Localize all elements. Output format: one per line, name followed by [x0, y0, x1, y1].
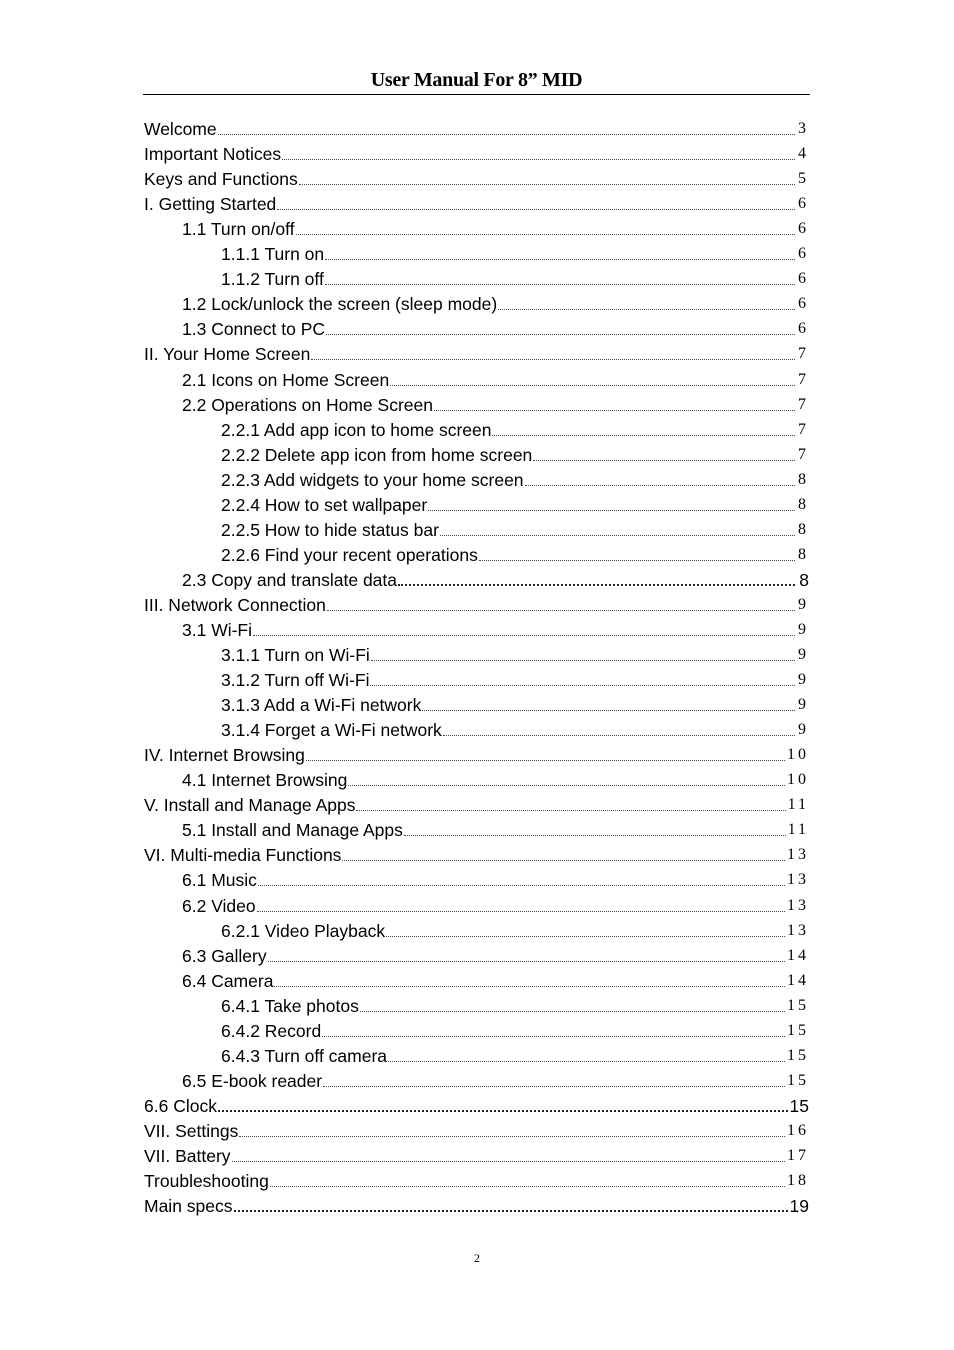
- toc-entry-title: 5.1 Install and Manage Apps: [182, 820, 403, 841]
- dot-leader: [360, 1010, 785, 1012]
- toc-entry[interactable]: [144, 365, 809, 390]
- toc-entry[interactable]: [144, 1117, 809, 1142]
- dot-leader: [218, 133, 795, 135]
- toc-entry[interactable]: [144, 1067, 809, 1092]
- dot-leader: [239, 1135, 785, 1137]
- toc-entry-title: Welcome: [144, 119, 217, 140]
- dot-leader: [440, 534, 795, 536]
- toc-entry-title: Keys and Functions: [144, 169, 298, 190]
- toc-entry[interactable]: [144, 466, 809, 491]
- toc-entry-title: 2.2.3 Add widgets to your home screen: [221, 469, 524, 490]
- toc-entry-page: 15: [787, 996, 809, 1014]
- toc-entry-page: 9: [798, 595, 809, 613]
- toc-entry-page: 17: [787, 1146, 809, 1164]
- toc-entry-title: 6.2.1 Video Playback: [221, 920, 386, 941]
- toc-entry-page: 14: [787, 971, 809, 989]
- toc-entry-page: 19: [789, 1196, 809, 1217]
- toc-entry[interactable]: [144, 215, 809, 240]
- toc-entry[interactable]: [144, 140, 809, 165]
- toc-entry[interactable]: [144, 992, 809, 1017]
- toc-entry-title: 2.1 Icons on Home Screen: [182, 369, 390, 390]
- toc-entry-title: 1.1 Turn on/off: [182, 219, 295, 240]
- dot-leader: [277, 208, 795, 210]
- dot-leader: [299, 183, 795, 185]
- toc-entry-page: 9: [798, 721, 809, 739]
- toc-entry-title: 2.2.2 Delete app icon from home screen: [221, 444, 533, 465]
- toc-entry[interactable]: [144, 967, 809, 992]
- document-title: User Manual For 8” MID: [370, 69, 583, 91]
- dot-leader: [270, 1185, 785, 1187]
- dot-leader: [311, 358, 795, 360]
- toc-entry[interactable]: [144, 340, 809, 365]
- toc-entry-page: 7: [798, 345, 809, 363]
- toc-entry[interactable]: [144, 391, 809, 416]
- toc-entry[interactable]: [144, 566, 809, 591]
- toc-entry[interactable]: [144, 766, 809, 791]
- toc-entry-page: 8: [798, 495, 809, 513]
- toc-entry-page: 9: [798, 671, 809, 689]
- toc-entry-page: 6: [798, 195, 809, 213]
- toc-entry-page: 6: [798, 220, 809, 238]
- toc-entry[interactable]: [144, 1092, 809, 1117]
- toc-entry[interactable]: [144, 491, 809, 516]
- toc-entry-page: 7: [798, 370, 809, 388]
- toc-entry-page: 15: [787, 1071, 809, 1089]
- dot-leader: [492, 434, 795, 436]
- toc-entry-page: 9: [798, 646, 809, 664]
- toc-entry-page: 6: [798, 320, 809, 338]
- toc-entry-title: 2.2.5 How to hide status bar: [221, 519, 439, 540]
- toc-entry[interactable]: [144, 115, 809, 140]
- toc-entry-page: 5: [798, 170, 809, 188]
- dot-leader: [268, 960, 785, 962]
- toc-entry-title: IV. Internet Browsing: [144, 745, 305, 766]
- dot-leader: [404, 834, 786, 836]
- toc-entry-title: 6.6 Clock: [144, 1095, 217, 1116]
- dot-leader: [342, 859, 785, 861]
- toc-entry-page: 8: [798, 470, 809, 488]
- toc-entry[interactable]: [144, 1042, 809, 1067]
- dot-leader: [498, 308, 795, 310]
- toc-entry-page: 16: [787, 1121, 809, 1139]
- table-of-contents: [144, 115, 809, 1217]
- toc-entry[interactable]: [144, 691, 809, 716]
- toc-entry-title: 6.4.2 Record: [221, 1020, 322, 1041]
- toc-entry[interactable]: [144, 516, 809, 541]
- toc-entry-page: 7: [798, 395, 809, 413]
- toc-entry[interactable]: [144, 666, 809, 691]
- toc-entry-page: 11: [787, 796, 809, 814]
- dot-leader: [370, 684, 795, 686]
- dot-leader: [232, 1160, 785, 1162]
- toc-entry-page: 13: [787, 921, 809, 939]
- toc-entry-title: III. Network Connection: [144, 594, 326, 615]
- toc-entry-title: 3.1.1 Turn on Wi-Fi: [221, 645, 370, 666]
- toc-entry-title: 6.4.1 Take photos: [221, 995, 359, 1016]
- dot-leader: [422, 709, 795, 711]
- toc-entry-page: 14: [787, 946, 809, 964]
- toc-entry-page: 8: [798, 545, 809, 563]
- dot-leader: [306, 759, 785, 761]
- toc-entry-title: 6.3 Gallery: [182, 945, 267, 966]
- toc-entry-title: VII. Settings: [144, 1120, 239, 1141]
- toc-entry[interactable]: [144, 265, 809, 290]
- toc-entry-title: VII. Battery: [144, 1145, 231, 1166]
- toc-entry-page: 9: [798, 696, 809, 714]
- dot-leader: [388, 1060, 785, 1062]
- dot-leader: [253, 634, 795, 636]
- toc-entry-title: 3.1.3 Add a Wi-Fi network: [221, 695, 422, 716]
- toc-entry-title: 6.2 Video: [182, 895, 256, 916]
- toc-entry[interactable]: [144, 240, 809, 265]
- toc-entry[interactable]: [144, 1017, 809, 1042]
- dot-leader: [322, 1035, 785, 1037]
- dot-leader: [327, 609, 795, 611]
- toc-entry-title: 3.1.4 Forget a Wi-Fi network: [221, 720, 442, 741]
- toc-entry-page: 15: [787, 1046, 809, 1064]
- toc-entry-page: 7: [798, 420, 809, 438]
- dot-leader: [296, 233, 795, 235]
- toc-entry[interactable]: [144, 1192, 809, 1217]
- toc-entry-page: 8: [798, 520, 809, 538]
- dot-leader: [443, 734, 795, 736]
- toc-entry[interactable]: [144, 190, 809, 215]
- toc-entry-title: 6.5 E-book reader: [182, 1070, 323, 1091]
- toc-entry-title: 6.4.3 Turn off camera: [221, 1045, 388, 1066]
- dot-leader: [434, 409, 795, 411]
- toc-entry[interactable]: [144, 1167, 809, 1192]
- toc-entry[interactable]: [144, 641, 809, 666]
- dot-leader: [282, 158, 795, 160]
- dot-leader: [371, 659, 795, 661]
- dot-leader: [386, 935, 785, 937]
- toc-entry[interactable]: [144, 591, 809, 616]
- toc-entry[interactable]: [144, 441, 809, 466]
- toc-entry-page: 6: [798, 245, 809, 263]
- toc-entry-page: 10: [787, 746, 809, 764]
- dot-leader: [479, 559, 795, 561]
- dot-leader: [325, 283, 795, 285]
- toc-entry-page: 3: [798, 120, 809, 138]
- toc-entry[interactable]: [144, 315, 809, 340]
- toc-entry-title: I. Getting Started: [144, 194, 277, 215]
- toc-entry[interactable]: [144, 716, 809, 741]
- dot-leader: [390, 384, 795, 386]
- toc-entry-title: 2.3 Copy and translate data: [182, 569, 398, 590]
- toc-entry[interactable]: [144, 1142, 809, 1167]
- toc-entry-page: 9: [798, 620, 809, 638]
- dot-leader: [348, 784, 785, 786]
- toc-entry-page: 13: [787, 896, 809, 914]
- toc-entry-page: 11: [787, 821, 809, 839]
- toc-entry[interactable]: [144, 616, 809, 641]
- toc-entry[interactable]: [144, 165, 809, 190]
- toc-entry[interactable]: [144, 816, 809, 841]
- toc-entry-title: 1.2 Lock/unlock the screen (sleep mode): [182, 294, 498, 315]
- toc-entry-title: 2.2 Operations on Home Screen: [182, 394, 433, 415]
- toc-entry-title: 2.2.6 Find your recent operations: [221, 544, 478, 565]
- toc-entry-page: 4: [798, 145, 809, 163]
- toc-entry-page: 7: [798, 445, 809, 463]
- toc-entry[interactable]: [144, 866, 809, 891]
- toc-entry-title: 3.1 Wi-Fi: [182, 619, 252, 640]
- toc-entry-page: 13: [787, 871, 809, 889]
- toc-entry[interactable]: [144, 741, 809, 766]
- toc-entry-title: 6.4 Camera: [182, 970, 274, 991]
- dot-leader: [356, 809, 785, 811]
- dot-leader: [525, 484, 795, 486]
- dot-leader: [398, 583, 795, 586]
- toc-entry-title: 4.1 Internet Browsing: [182, 770, 348, 791]
- dot-leader: [325, 258, 795, 260]
- toc-entry[interactable]: [144, 541, 809, 566]
- dot-leader: [533, 459, 795, 461]
- dot-leader: [274, 985, 785, 987]
- toc-entry-page: 10: [787, 771, 809, 789]
- toc-entry-title: Troubleshooting: [144, 1171, 269, 1192]
- toc-entry-title: 1.3 Connect to PC: [182, 319, 325, 340]
- toc-entry-title: II. Your Home Screen: [144, 344, 311, 365]
- toc-entry-page: 15: [787, 1021, 809, 1039]
- toc-entry-title: Main specs: [144, 1196, 233, 1217]
- dot-leader: [257, 910, 785, 912]
- toc-entry[interactable]: [144, 416, 809, 441]
- toc-entry-title: V. Install and Manage Apps: [144, 795, 356, 816]
- dot-leader: [218, 1109, 788, 1112]
- toc-entry-title: 3.1.2 Turn off Wi-Fi: [221, 670, 370, 691]
- page-number: 2: [474, 1251, 480, 1265]
- toc-entry-page: 6: [798, 295, 809, 313]
- toc-entry-page: 8: [799, 569, 809, 590]
- toc-entry-title: 1.1.1 Turn on: [221, 244, 325, 265]
- toc-entry[interactable]: [144, 791, 809, 816]
- toc-entry-title: VI. Multi-media Functions: [144, 845, 342, 866]
- toc-entry[interactable]: [144, 290, 809, 315]
- toc-entry[interactable]: [144, 891, 809, 916]
- toc-entry-title: 2.2.1 Add app icon to home screen: [221, 419, 492, 440]
- toc-entry-page: 13: [787, 846, 809, 864]
- toc-entry-page: 15: [789, 1095, 809, 1116]
- toc-entry-title: 2.2.4 How to set wallpaper: [221, 494, 428, 515]
- toc-entry-page: 6: [798, 270, 809, 288]
- dot-leader: [234, 1209, 788, 1212]
- dot-leader: [428, 509, 795, 511]
- toc-entry[interactable]: [144, 917, 809, 942]
- toc-entry-title: 1.1.2 Turn off: [221, 269, 324, 290]
- toc-entry-title: Important Notices: [144, 144, 282, 165]
- toc-entry-page: 18: [787, 1172, 809, 1190]
- toc-entry[interactable]: [144, 841, 809, 866]
- dot-leader: [326, 333, 795, 335]
- toc-entry[interactable]: [144, 942, 809, 967]
- toc-entry-title: 6.1 Music: [182, 870, 257, 891]
- document-header: [143, 68, 810, 95]
- dot-leader: [258, 884, 785, 886]
- dot-leader: [323, 1085, 785, 1087]
